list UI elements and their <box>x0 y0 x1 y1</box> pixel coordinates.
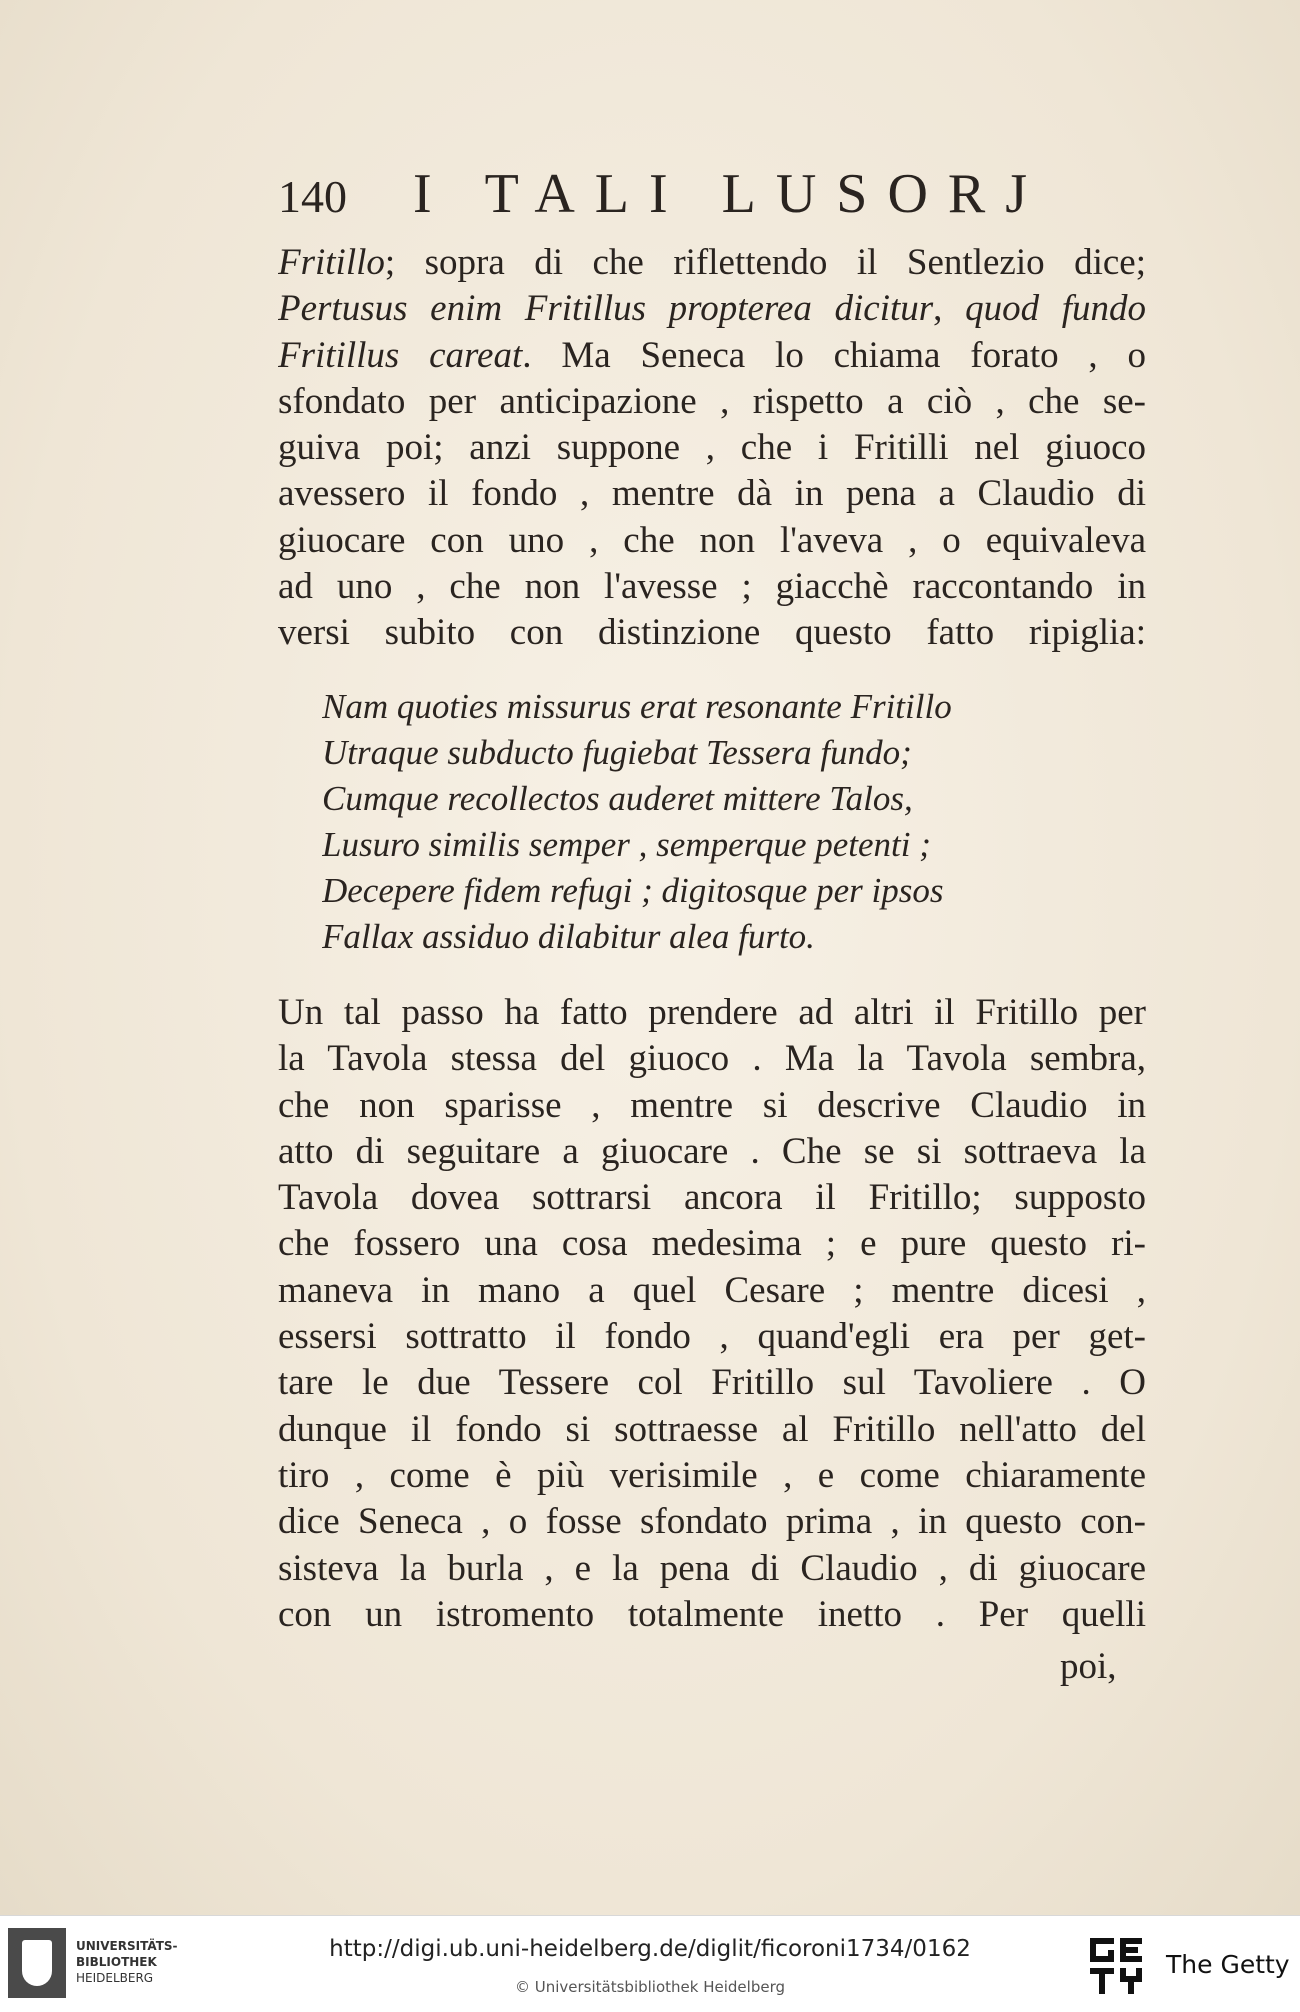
paragraph-2 <box>278 990 1146 1638</box>
text-line <box>278 286 1146 332</box>
text-line: dunque il fondo si sottraesse al Fritillo nell'atto del <box>278 1408 1146 1450</box>
getty-logo[interactable] <box>1090 1938 1300 1994</box>
text-segment: giuocare con uno , che non l'aveva , o equivaleva <box>278 519 1146 561</box>
italic-segment: quod fundo <box>965 288 1146 330</box>
copyright-notice: © Universitätsbibliothek Heidelberg <box>514 1978 785 1996</box>
text-line: che fossero una cosa medesima ; e pure questo ri- <box>278 1223 1146 1265</box>
italic-segment: Fritillo <box>278 242 385 283</box>
verse-line: Utraque subducto fugiebat Tessera fundo; <box>322 733 912 772</box>
text-line: tare le due Tessere col Fritillo sul Tavoliere . O <box>278 1362 1146 1404</box>
text-line: tiro , come è più verisimile , e come chiaramente <box>278 1454 1146 1496</box>
text-segment: ; sopra di che riflettendo il Sentlezio dice; <box>384 242 1146 283</box>
verse-line: Decepere fidem refugi ; digitosque per ipsos <box>322 871 944 910</box>
text-line: dice Seneca , o fosse sfondato prima , in questo con- <box>278 1501 1146 1543</box>
text-segment: ad uno , che non l'avesse ; giacchè raccontando in <box>278 566 1146 608</box>
italic-segment: Fritillus careat <box>278 334 523 376</box>
text-line: con un istromento totalmente inetto . Per quelli <box>278 1593 1146 1635</box>
text-line: sisteva la burla , e la pena di Claudio , di giuocare <box>278 1547 1146 1589</box>
text-line <box>278 425 1146 471</box>
latin-verse <box>322 684 1082 960</box>
text-line: che non sparisse , mentre si descrive Claudio in <box>278 1084 1146 1126</box>
text-segment: versi subito con distinzione questo fatto ripiglia: <box>278 612 1146 654</box>
text-segment: sfondato per anticipazione , rispetto a ciò , che se- <box>278 380 1146 422</box>
text-line: atto di seguitare a giuocare . Che se si sottraeva la <box>278 1130 1146 1172</box>
text-line <box>278 564 1146 610</box>
page-header <box>278 162 1178 232</box>
verse-line: Fallax assiduo dilabitur alea furto. <box>322 917 815 956</box>
text-segment: , <box>933 288 966 330</box>
text-segment: . Ma Seneca lo chiama forato , o <box>522 334 1146 376</box>
text-segment: avessero il fondo , mentre dà in pena a Claudio di <box>278 473 1146 515</box>
text-line <box>278 240 1146 286</box>
text-line: Tavola dovea sottrarsi ancora il Fritillo; supposto <box>278 1177 1146 1219</box>
text-segment: guiva poi; anzi suppone , che i Fritilli nel giuoco <box>278 427 1146 469</box>
text-line <box>278 333 1146 379</box>
getty-label: The Getty <box>1166 1950 1290 1979</box>
text-line <box>278 518 1146 564</box>
verse-line: Lusuro similis semper , semperque petenti ; <box>322 825 931 864</box>
text-line: maneva in mano a quel Cesare ; mentre dicesi , <box>278 1269 1146 1311</box>
verse-line: Nam quoties missurus erat resonante Fritillo <box>322 687 952 726</box>
text-line <box>278 471 1146 517</box>
text-line: Un tal passo ha fatto prendere ad altri il Fritillo per <box>278 992 1146 1033</box>
text-line <box>278 610 1146 656</box>
catchword: poi, <box>1060 1646 1117 1687</box>
paragraph-1 <box>278 240 1146 657</box>
library-logo-text: UNIVERSITÄTS- BIBLIOTHEK HEIDELBERG <box>76 1939 178 1985</box>
text-line <box>278 379 1146 425</box>
viewer-footer <box>0 1915 1300 2012</box>
running-title: I TALI LUSORJ <box>413 163 1048 225</box>
permalink-url[interactable]: http://digi.ub.uni-heidelberg.de/diglit/ficoroni1734/0162 <box>329 1936 971 1962</box>
text-line: essersi sottratto il fondo , quand'egli era per get- <box>278 1316 1146 1358</box>
getty-mark-icon <box>1090 1938 1146 1994</box>
page-number: 140 <box>278 171 347 222</box>
italic-segment: Pertusus enim Fritillus propterea dicitur <box>278 288 934 330</box>
text-line: la Tavola stessa del giuoco . Ma la Tavola sembra, <box>278 1038 1146 1080</box>
verse-line: Cumque recollectos auderet mittere Talos, <box>322 779 913 818</box>
